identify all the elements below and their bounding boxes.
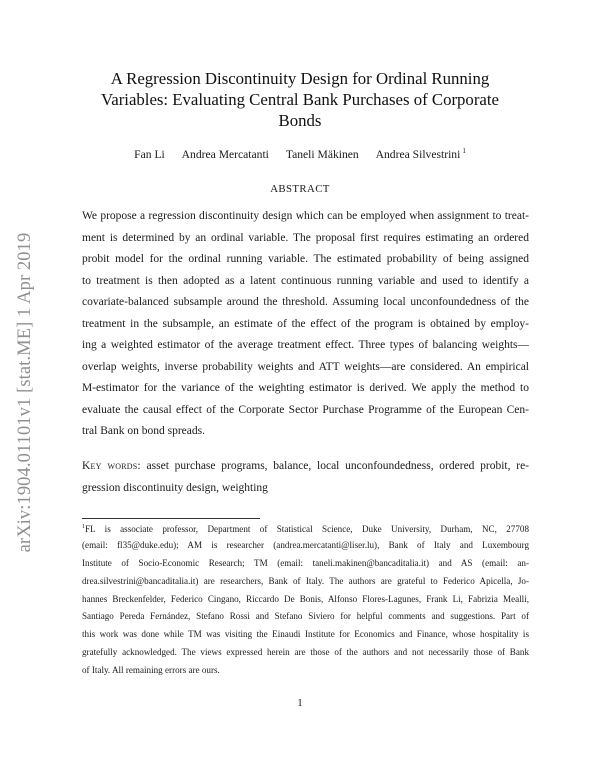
paper-title	[95, 68, 505, 131]
keywords-text: asset purchase programs, balance, local unconfoundedness, ordered probit, re-	[146, 460, 530, 472]
author-list	[60, 147, 540, 161]
abstract-line: M-estimator for the variance of the weighting estimator is derived. We apply the method to	[82, 382, 529, 394]
keywords	[82, 456, 529, 499]
keywords-line	[82, 456, 529, 478]
abstract-line: covariate-balanced subsample around the threshold. Assuming local unconfoundedness of the	[82, 296, 529, 308]
abstract-line: overlap weights, inverse probability weights and ATT weights—are considered. An empirical	[82, 360, 529, 373]
title-line: A Regression Discontinuity Design for Ordinal Running	[110, 69, 490, 88]
author-name: Andrea Mercatanti	[181, 148, 269, 161]
abstract-line: evaluate the causal effect of the Corporate Sector Purchase Programme of the European Cen-	[82, 403, 529, 416]
arxiv-identifier: arXiv:1904.01101v1 [stat.ME] 1 Apr 2019	[15, 232, 35, 553]
footnote-line: Institute of Socio-Economic Research; TM (email: taneli.makinen@bancaditalia.it) and AS (email: an-	[82, 557, 529, 568]
footnote-line	[82, 519, 529, 537]
footnote-line: of Italy. All remaining errors are ours.	[82, 665, 220, 676]
footnote-line: drea.silvestrini@bancaditalia.it) are researchers, Bank of Italy. The authors are grateful to Federico Apicella, Jo-	[82, 575, 529, 586]
title-line: Variables: Evaluating Central Bank Purchases of Corporate	[101, 90, 499, 109]
author-name-text: Andrea Silvestrini	[375, 148, 461, 161]
footnote-line: gratefully acknowledged. The views expressed herein are those of the authors and not necessarily those of Bank	[82, 647, 529, 658]
footnote-text: FL is associate professor, Department of Statistical Science, Duke University, Durham, NC, 27708	[85, 524, 529, 534]
title-line: Bonds	[278, 111, 322, 130]
keywords-line: gression discontinuity design, weighting	[82, 481, 268, 494]
footnote-mark: 1	[82, 524, 85, 530]
abstract-line: probit model for the ordinal running variable. The estimated probability of being assigned	[82, 253, 529, 265]
author-name: Taneli Mäkinen	[285, 148, 359, 161]
footnote-line: (email: fl35@duke.edu); AM is researcher (andrea.mercatanti@liser.lu), Bank of Italy and Luxembourg	[82, 539, 529, 550]
footnote-mark: 1	[462, 147, 466, 155]
footnote-line: Santiago Pereda Fernández, Stefano Rossi and Stefano Siviero for helpful comments and suggestions. Part of	[82, 611, 529, 622]
abstract-line: to treatment is then adopted as a latent continuous running variable and used to identify a	[82, 274, 529, 287]
footnote-line: hannes Breckenfelder, Federico Cingano, Riccardo De Bonis, Alfonso Flores-Lagunes, Frank Li, Fabrizia Mealli,	[82, 593, 529, 604]
footnote	[82, 519, 529, 680]
abstract-body	[82, 206, 529, 443]
author-name: Fan Li	[134, 148, 165, 161]
abstract-line: ing a weighted estimator of the average treatment effect. Three types of balancing weights—	[82, 339, 529, 351]
author-name	[376, 148, 466, 161]
abstract-heading: ABSTRACT	[270, 183, 330, 195]
keywords-label: Key words:	[82, 460, 141, 472]
abstract-line: We propose a regression discontinuity design which can be employed when assignment to treat-	[82, 210, 529, 222]
abstract-line: treatment in the subsample, an estimate of the effect of the program is obtained by employ-	[82, 317, 529, 330]
page-number: 1	[297, 697, 303, 709]
footnote-line: this work was done while TM was visiting the Einaudi Institute for Economics and Finance, whose hospitality is	[82, 629, 529, 640]
abstract-line: ment is determined by an ordinal variable. The proposal first requires estimating an ordered	[82, 231, 529, 244]
abstract-line: tral Bank on bond spreads.	[82, 425, 205, 437]
